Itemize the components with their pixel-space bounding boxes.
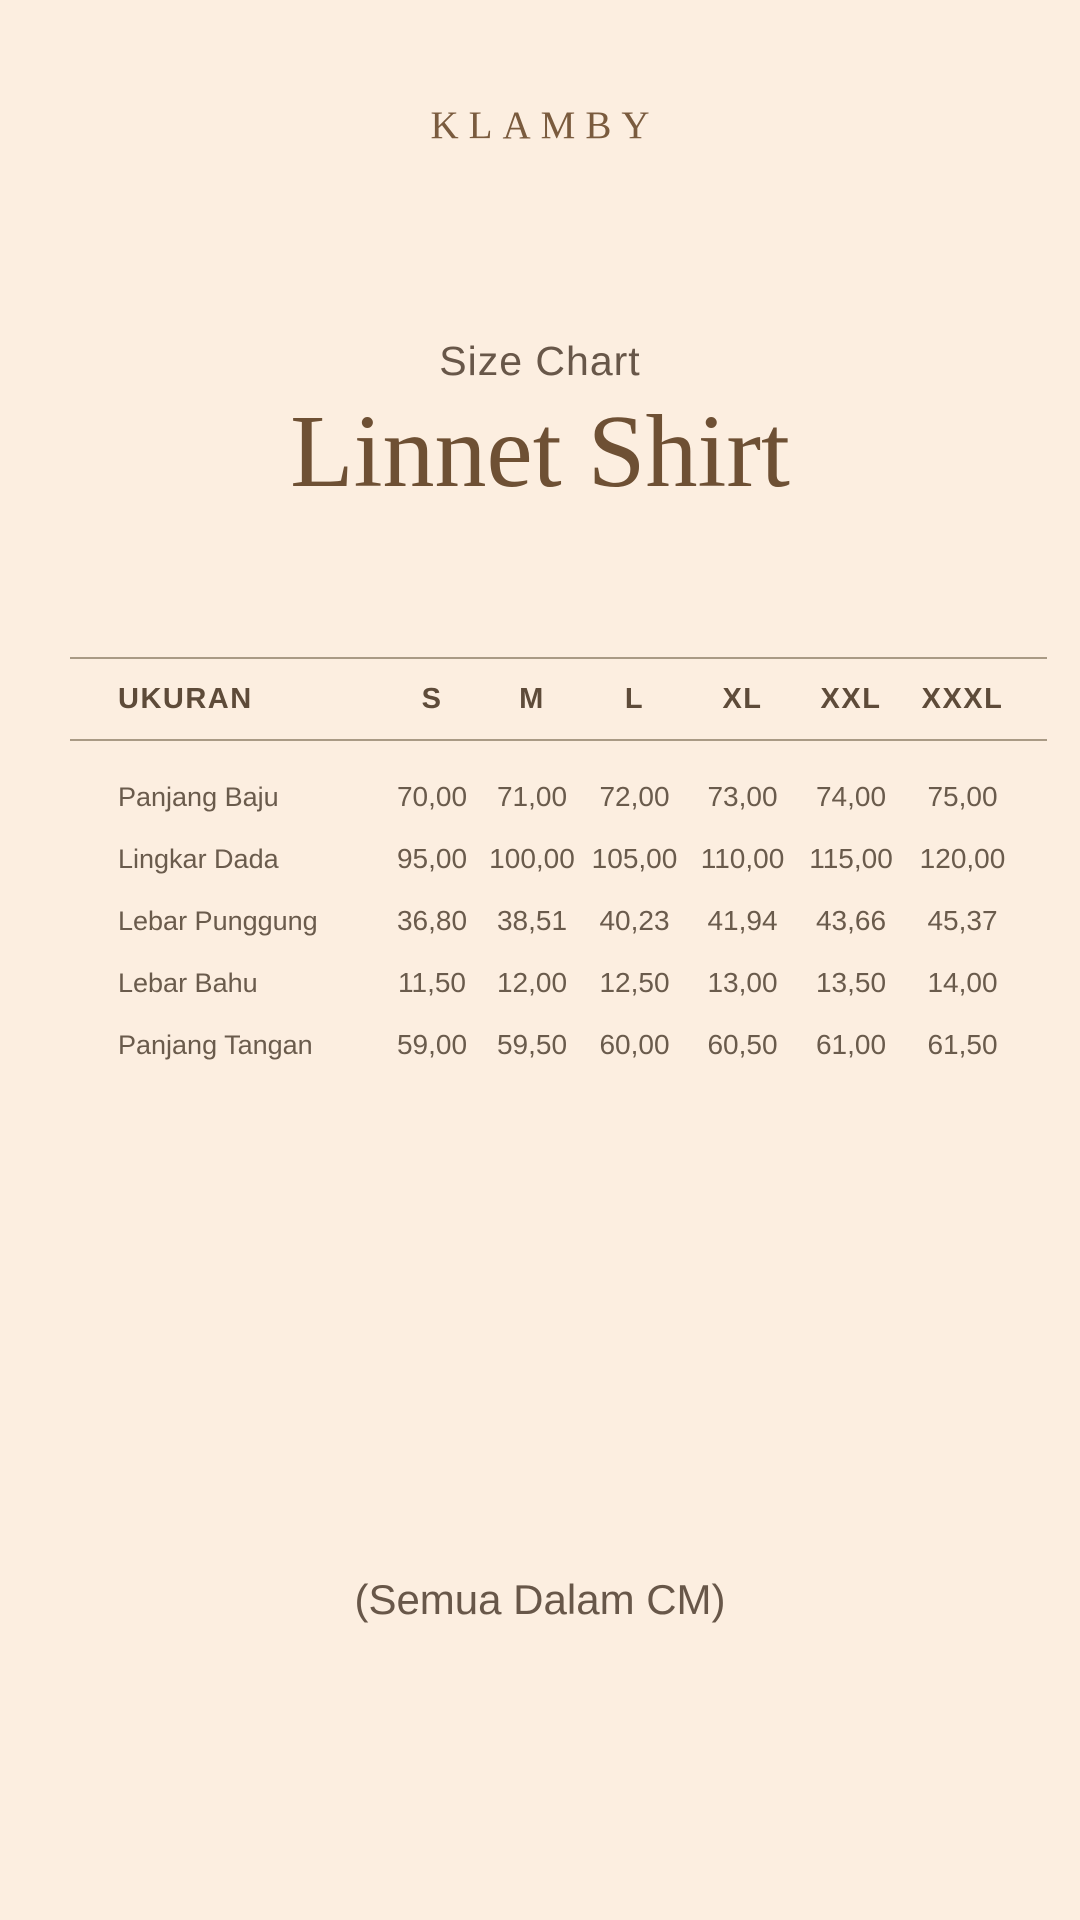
cell-value: 11,50	[398, 967, 466, 998]
cell-value: 61,50	[927, 1029, 998, 1060]
cell-value: 45,37	[927, 905, 998, 936]
cell-value: 100,00	[489, 843, 575, 874]
header-size-xl: XL	[722, 682, 763, 715]
cell-value: 36,80	[396, 905, 468, 936]
cell-value: 95,00	[396, 843, 468, 874]
cell-value: 74,00	[815, 781, 887, 812]
unit-note: (Semua Dalam CM)	[354, 1576, 726, 1623]
cell-value: 120,00	[919, 843, 1006, 874]
cell-value: 12,50	[599, 967, 670, 998]
size-table-header-row	[70, 658, 1047, 740]
cell-value: 14,00	[927, 967, 998, 998]
cell-value: 73,00	[707, 781, 778, 812]
header-size-m: M	[519, 682, 545, 715]
table-row-panjang-baju	[70, 740, 1047, 828]
cell-value: 61,00	[815, 1029, 887, 1060]
product-title: Linnet Shirt	[290, 394, 790, 509]
cell-value: 60,00	[599, 1029, 670, 1060]
cell-value: 12,00	[496, 967, 568, 998]
cell-value: 110,00	[700, 843, 785, 874]
cell-value: 40,23	[599, 905, 670, 936]
header-size-xxl: XXL	[820, 682, 882, 715]
cell-value: 41,94	[707, 905, 778, 936]
cell-value: 13,50	[815, 967, 887, 998]
cell-value: 115,00	[809, 843, 893, 874]
header-size-s: S	[421, 682, 443, 715]
cell-value: 105,00	[591, 843, 678, 874]
cell-value: 59,00	[396, 1029, 468, 1060]
cell-value: 70,00	[396, 781, 468, 812]
size-chart-subtitle: Size Chart	[439, 338, 641, 384]
cell-value: 13,00	[707, 967, 778, 998]
cell-value: 71,00	[496, 781, 568, 812]
header-size-l: L	[624, 682, 645, 715]
table-row-lebar-bahu	[70, 952, 1047, 1014]
row-label: Lebar Bahu	[118, 967, 258, 998]
cell-value: 75,00	[927, 781, 998, 812]
header-ukuran: UKURAN	[118, 682, 253, 715]
row-label: Lingkar Dada	[118, 843, 279, 874]
brand-logo: KLAMBY	[430, 104, 660, 147]
size-table	[70, 657, 1047, 1076]
row-label: Lebar Punggung	[118, 905, 318, 936]
row-label: Panjang Tangan	[118, 1029, 313, 1060]
cell-value: 59,50	[496, 1029, 568, 1060]
cell-value: 60,50	[707, 1029, 778, 1060]
cell-value: 43,66	[815, 905, 887, 936]
header-size-xxxl: XXXL	[921, 682, 1004, 715]
row-label: Panjang Baju	[118, 781, 279, 812]
table-row-lebar-punggung	[70, 890, 1047, 952]
table-row-lingkar-dada	[70, 828, 1047, 890]
cell-value: 38,51	[496, 905, 568, 936]
cell-value: 72,00	[599, 781, 670, 812]
table-row-panjang-tangan	[70, 1014, 1047, 1076]
